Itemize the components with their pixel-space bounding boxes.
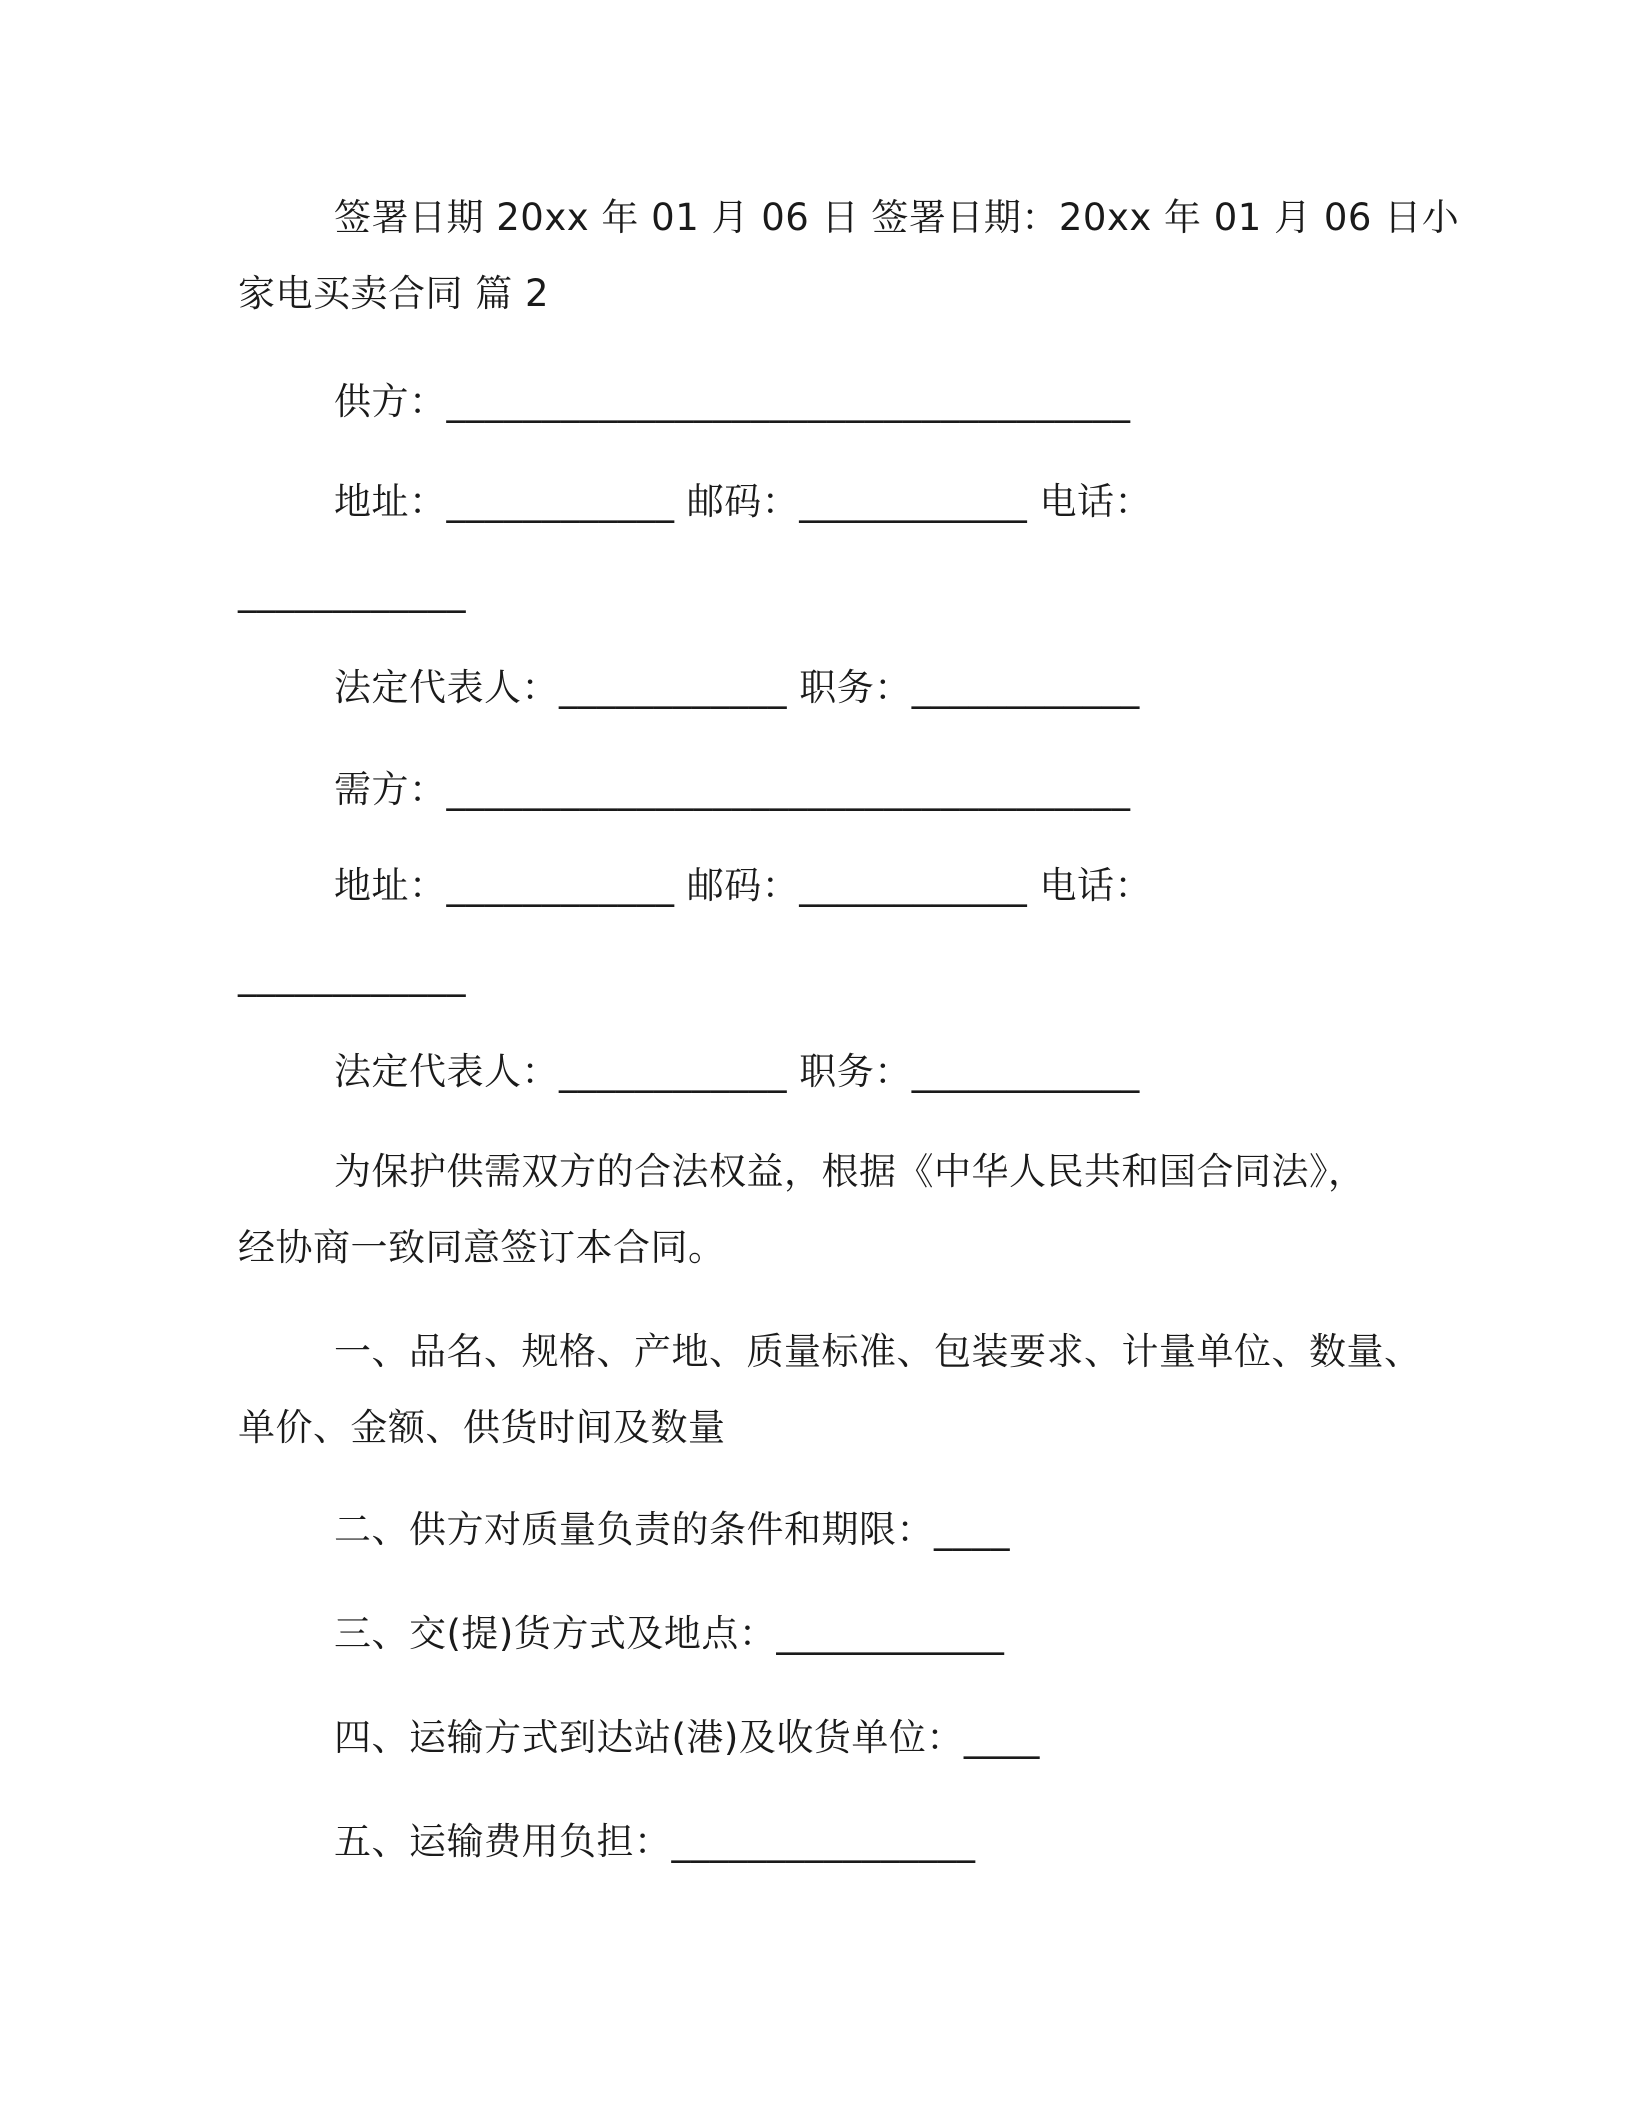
clause-4-line: 四、运输方式到达站(港)及收货单位：____ — [334, 1716, 1040, 1759]
clause-1-line-1: 一、品名、规格、产地、质量标准、包装要求、计量单位、数量、 — [334, 1330, 1422, 1373]
supplier-phone-blank: ____________ — [238, 570, 466, 613]
buyer-representative-line: 法定代表人：____________ 职务：____________ — [334, 1050, 1140, 1093]
clause-1-line-2: 单价、金额、供货时间及数量 — [238, 1406, 726, 1449]
supplier-address-line: 地址：____________ 邮码：____________ 电话： — [334, 480, 1153, 523]
signing-date-line: 签署日期 20xx 年 01 月 06 日 签署日期：20xx 年 01 月 06 日小 — [334, 196, 1460, 239]
supplier-line: 供方：____________________________________ — [334, 380, 1131, 423]
clause-2-line: 二、供方对质量负责的条件和期限：____ — [334, 1508, 1010, 1551]
contract-title-line: 家电买卖合同 篇 2 — [238, 272, 550, 315]
preamble-line-2: 经协商一致同意签订本合同。 — [238, 1226, 726, 1269]
buyer-address-line: 地址：____________ 邮码：____________ 电话： — [334, 864, 1153, 907]
preamble-line-1: 为保护供需双方的合法权益，根据《中华人民共和国合同法》， — [334, 1150, 1366, 1193]
buyer-phone-blank: ____________ — [238, 954, 466, 997]
buyer-line: 需方：____________________________________ — [334, 768, 1131, 811]
clause-5-line: 五、运输费用负担：________________ — [334, 1820, 976, 1863]
supplier-representative-line: 法定代表人：____________ 职务：____________ — [334, 666, 1140, 709]
clause-3-line: 三、交(提)货方式及地点：____________ — [334, 1612, 1005, 1655]
